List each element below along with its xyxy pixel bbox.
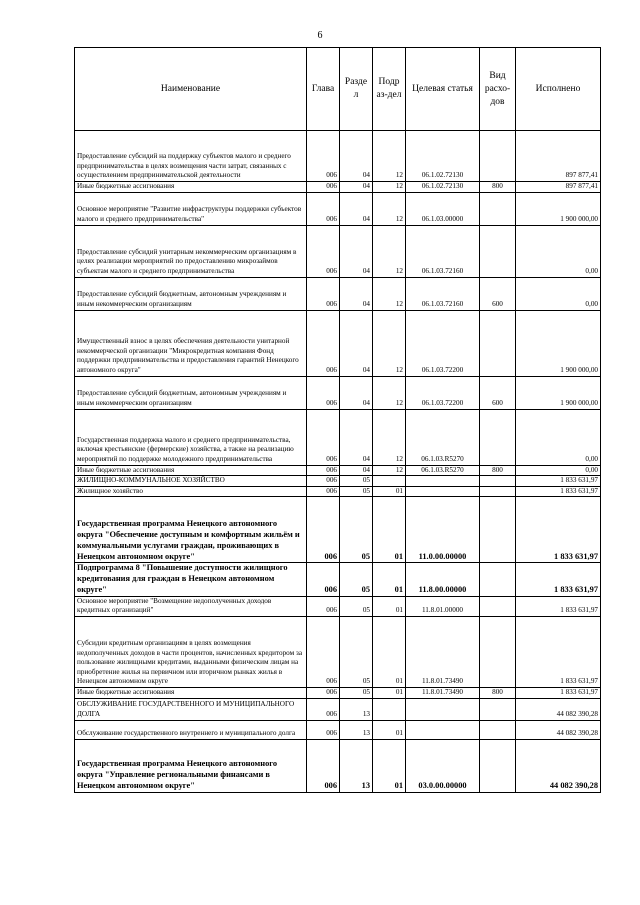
row-amount: 1 900 000,00	[516, 310, 601, 376]
row-section: 05	[340, 687, 373, 698]
row-amount: 897 877,41	[516, 131, 601, 182]
row-expense-type: 600	[480, 277, 516, 310]
row-expense-type: 800	[480, 182, 516, 193]
table-row	[75, 616, 601, 687]
row-name: ЖИЛИЩНО-КОММУНАЛЬНОЕ ХОЗЯЙСТВО	[75, 476, 307, 487]
budget-table	[74, 47, 601, 793]
row-subsection: 01	[373, 616, 406, 687]
row-amount: 44 082 390,28	[516, 739, 601, 792]
row-amount: 44 082 390,28	[516, 698, 601, 720]
row-name: Государственная программа Ненецкого автономного округа "Управление региональными финансами в Ненецком автономном округе"	[75, 739, 307, 792]
row-chapter: 006	[307, 486, 340, 497]
row-target: 06.1.02.72130	[406, 131, 480, 182]
row-name: Основное мероприятие "Развитие инфраструктуры поддержки субъектов малого и среднего предпринимательства"	[75, 192, 307, 225]
header-expense-type: Вид расхо- дов	[480, 48, 516, 131]
table-row	[75, 225, 601, 277]
row-expense-type	[480, 131, 516, 182]
table-row	[75, 563, 601, 596]
row-amount: 44 082 390,28	[516, 720, 601, 739]
row-section: 04	[340, 225, 373, 277]
row-expense-type	[480, 720, 516, 739]
row-name: Подпрограмма 8 "Повышение доступности жилищного кредитования для граждан в Ненецком автономном округе"	[75, 563, 307, 596]
row-chapter: 006	[307, 409, 340, 465]
row-target: 11.0.00.00000	[406, 497, 480, 563]
row-target: 11.8.01.73490	[406, 687, 480, 698]
header-subsection: Подр аз-дел	[373, 48, 406, 131]
row-name: Предоставление субсидий унитарным некоммерческим организациям в целях реализации мероприятий по предоставлению микрозаймов субъектам малого и среднего предпринимательства	[75, 225, 307, 277]
row-section: 04	[340, 131, 373, 182]
row-expense-type	[480, 563, 516, 596]
row-target: 06.1.03.72200	[406, 376, 480, 409]
row-amount: 0,00	[516, 465, 601, 476]
row-section: 05	[340, 616, 373, 687]
row-section: 04	[340, 192, 373, 225]
row-name: Предоставление субсидий на поддержку субъектов малого и среднего предпринимательства в целях возмещения части затрат, связанных с осуществлением предпринимательской деятельности	[75, 131, 307, 182]
row-subsection: 12	[373, 310, 406, 376]
row-chapter: 006	[307, 720, 340, 739]
row-target: 06.1.03.72160	[406, 277, 480, 310]
row-amount: 1 833 631,97	[516, 687, 601, 698]
row-name: Государственная поддержка малого и среднего предпринимательства, включая крестьянские (фермерские) хозяйства, а также на реализацию мероприятий по поддержке молодежного предпринимательства	[75, 409, 307, 465]
row-amount: 1 900 000,00	[516, 376, 601, 409]
row-chapter: 006	[307, 192, 340, 225]
row-section: 13	[340, 739, 373, 792]
row-subsection	[373, 698, 406, 720]
row-chapter: 006	[307, 277, 340, 310]
row-chapter: 006	[307, 563, 340, 596]
table-header-row	[75, 48, 601, 131]
row-chapter: 006	[307, 310, 340, 376]
row-chapter: 006	[307, 225, 340, 277]
row-name: Основное мероприятие "Возмещение недополученных доходов кредитных организаций"	[75, 596, 307, 616]
row-name: Иные бюджетные ассигнования	[75, 465, 307, 476]
row-subsection: 01	[373, 720, 406, 739]
row-amount: 0,00	[516, 277, 601, 310]
row-name: Имущественный взнос в целях обеспечения деятельности унитарной некоммерческой организации "Микрокредитная компания Фонд поддержки предпринимательства и предоставления гарантий Ненецкого автономного округа"	[75, 310, 307, 376]
row-name: Субсидии кредитным организациям в целях возмещения недополученных доходов в части процентов, начисленных кредитором за пользование жилищными кредитами, выданными физическим лицам на приобретение жилья на первичном или вторичном рынках жилья в Ненецком автономном округе	[75, 616, 307, 687]
row-expense-type	[480, 497, 516, 563]
row-amount: 1 833 631,97	[516, 486, 601, 497]
row-chapter: 006	[307, 497, 340, 563]
header-section: Разде л	[340, 48, 373, 131]
row-amount: 0,00	[516, 225, 601, 277]
row-subsection	[373, 476, 406, 487]
table-row	[75, 376, 601, 409]
row-section: 05	[340, 486, 373, 497]
table-row	[75, 465, 601, 476]
row-chapter: 006	[307, 376, 340, 409]
row-expense-type: 600	[480, 376, 516, 409]
row-chapter: 006	[307, 131, 340, 182]
row-expense-type	[480, 739, 516, 792]
row-subsection: 12	[373, 192, 406, 225]
row-amount: 1 833 631,97	[516, 616, 601, 687]
row-section: 05	[340, 563, 373, 596]
row-amount: 1 833 631,97	[516, 596, 601, 616]
row-target: 11.8.01.73490	[406, 616, 480, 687]
row-name: Иные бюджетные ассигнования	[75, 687, 307, 698]
row-expense-type	[480, 476, 516, 487]
table-row	[75, 497, 601, 563]
row-name: Жилищное хозяйство	[75, 486, 307, 497]
row-target: 06.1.03.72160	[406, 225, 480, 277]
row-expense-type	[480, 486, 516, 497]
row-section: 04	[340, 277, 373, 310]
row-target: 03.0.00.00000	[406, 739, 480, 792]
row-section: 04	[340, 376, 373, 409]
header-name: Наименование	[75, 48, 307, 131]
row-subsection: 12	[373, 225, 406, 277]
row-target	[406, 698, 480, 720]
table-row	[75, 310, 601, 376]
row-amount: 1 900 000,00	[516, 192, 601, 225]
row-section: 04	[340, 465, 373, 476]
row-subsection: 01	[373, 563, 406, 596]
row-subsection: 01	[373, 739, 406, 792]
row-subsection: 12	[373, 277, 406, 310]
row-target	[406, 720, 480, 739]
row-section: 04	[340, 310, 373, 376]
table-row	[75, 698, 601, 720]
row-name: Иные бюджетные ассигнования	[75, 182, 307, 193]
row-subsection: 12	[373, 409, 406, 465]
table-row	[75, 739, 601, 792]
row-subsection: 12	[373, 376, 406, 409]
row-expense-type	[480, 310, 516, 376]
row-chapter: 006	[307, 616, 340, 687]
row-amount: 1 833 631,97	[516, 476, 601, 487]
row-target: 11.8.00.00000	[406, 563, 480, 596]
table-row	[75, 486, 601, 497]
row-target: 06.1.03.R5270	[406, 465, 480, 476]
row-subsection: 01	[373, 497, 406, 563]
row-name: Предоставление субсидий бюджетным, автономным учреждениям и иным некоммерческим организациям	[75, 277, 307, 310]
row-subsection: 12	[373, 131, 406, 182]
row-subsection: 01	[373, 486, 406, 497]
row-expense-type	[480, 192, 516, 225]
row-target	[406, 476, 480, 487]
row-chapter: 006	[307, 476, 340, 487]
table-row	[75, 409, 601, 465]
row-chapter: 006	[307, 182, 340, 193]
row-amount: 0,00	[516, 409, 601, 465]
row-target: 06.1.03.R5270	[406, 409, 480, 465]
row-chapter: 006	[307, 465, 340, 476]
table-row	[75, 131, 601, 182]
row-section: 13	[340, 698, 373, 720]
row-chapter: 006	[307, 596, 340, 616]
row-target: 06.1.03.00000	[406, 192, 480, 225]
row-section: 13	[340, 720, 373, 739]
row-expense-type	[480, 616, 516, 687]
row-section: 05	[340, 596, 373, 616]
row-subsection: 01	[373, 596, 406, 616]
table-row	[75, 687, 601, 698]
row-subsection: 01	[373, 687, 406, 698]
table-row	[75, 476, 601, 487]
row-expense-type	[480, 596, 516, 616]
row-expense-type: 800	[480, 687, 516, 698]
row-target: 06.1.02.72130	[406, 182, 480, 193]
row-name: Государственная программа Ненецкого автономного округа "Обеспечение доступным и комфортным жильём и коммунальными услугами граждан, проживающих в Ненецком автономном округе"	[75, 497, 307, 563]
row-amount: 1 833 631,97	[516, 497, 601, 563]
row-name: Предоставление субсидий бюджетным, автономным учреждениям и иным некоммерческим организациям	[75, 376, 307, 409]
row-section: 04	[340, 182, 373, 193]
table-row	[75, 277, 601, 310]
row-name: Обслуживание государственного внутреннего и муниципального долга	[75, 720, 307, 739]
row-chapter: 006	[307, 687, 340, 698]
row-expense-type	[480, 225, 516, 277]
row-subsection: 12	[373, 465, 406, 476]
header-executed: Исполнено	[516, 48, 601, 131]
row-amount: 1 833 631,97	[516, 563, 601, 596]
row-section: 04	[340, 409, 373, 465]
header-chapter: Глава	[307, 48, 340, 131]
row-subsection: 12	[373, 182, 406, 193]
row-target: 06.1.03.72200	[406, 310, 480, 376]
row-section: 05	[340, 497, 373, 563]
table-row	[75, 720, 601, 739]
row-expense-type	[480, 409, 516, 465]
table-row	[75, 596, 601, 616]
row-target	[406, 486, 480, 497]
page-number: 6	[317, 30, 323, 41]
header-target: Целевая статья	[406, 48, 480, 131]
row-expense-type: 800	[480, 465, 516, 476]
row-section: 05	[340, 476, 373, 487]
row-name: ОБСЛУЖИВАНИЕ ГОСУДАРСТВЕННОГО И МУНИЦИПАЛЬНОГО ДОЛГА	[75, 698, 307, 720]
table-row	[75, 182, 601, 193]
row-chapter: 006	[307, 698, 340, 720]
row-amount: 897 877,41	[516, 182, 601, 193]
table-row	[75, 192, 601, 225]
row-target: 11.8.01.00000	[406, 596, 480, 616]
row-chapter: 006	[307, 739, 340, 792]
row-expense-type	[480, 698, 516, 720]
